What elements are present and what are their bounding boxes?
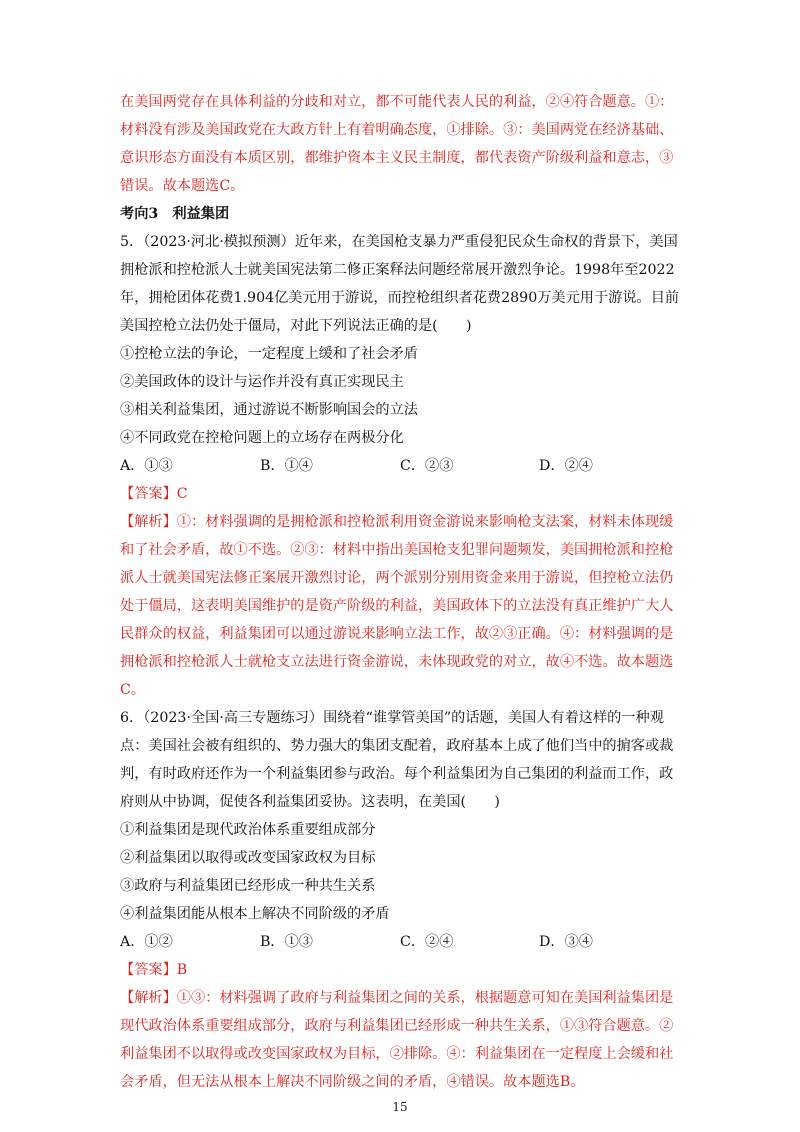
q6-analysis-line: 会矛盾，但无法从根本上解决不同阶级之间的矛盾，④错误。故本题选B。 xyxy=(120,1074,585,1090)
q5-option-b: B．①④ xyxy=(260,458,313,474)
q6-stem-line: 点：美国社会被有组织的、势力强大的集团支配着，政府基本上成了他们当中的掮客或裁 xyxy=(120,738,674,754)
q5-analysis-line: 派人士就美国宪法修正案展开激烈讨论，两个派别分别用资金来用于游说，但控枪立法仍 xyxy=(120,570,674,586)
q5-stem-line: 年，拥枪团体花费1.904亿美元用于游说，而控枪组织者花费2890万美元用于游说。目前 xyxy=(120,290,680,306)
q6-option-d: D．③④ xyxy=(539,934,593,950)
q5-option-a: A．①③ xyxy=(120,458,173,474)
q5-stem-line: 5．（2023·河北·模拟预测）近年来，在美国枪支暴力严重侵犯民众生命权的背景下，美国 xyxy=(120,234,678,250)
q6-statement: ②利益集团以取得或改变国家政权为目标 xyxy=(120,850,376,866)
q6-stem-line: 6．（2023·全国·高三专题练习）围绕着“谁掌管美国”的话题，美国人有着这样的一种观 xyxy=(120,710,664,726)
q6-statement: ③政府与利益集团已经形成一种共生关系 xyxy=(120,878,376,894)
q5-analysis-line: 拥枪派和控枪派人士就枪支立法进行资金游说，未体现政党的对立，故④不选。故本题选 xyxy=(120,654,674,670)
q5-analysis-line: C。 xyxy=(120,682,146,698)
q5-option-c: C．②③ xyxy=(400,458,454,474)
q5-analysis-line: 民群众的权益，利益集团可以通过游说来影响立法工作，故②③正确。④：材料强调的是 xyxy=(120,626,674,642)
intro-analysis-line: 在美国两党存在具体利益的分歧和对立，都不可能代表人民的利益，②④符合题意。①： xyxy=(120,94,674,110)
q5-stem-line: 美国控枪立法仍处于僵局，对此下列说法正确的是( ) xyxy=(120,318,472,334)
intro-analysis-line: 材料没有涉及美国政党在大政方针上有着明确态度，①排除。③：美国两党在经济基础、 xyxy=(120,122,674,138)
q6-analysis-line: 【解析】①③：材料强调了政府与利益集团之间的关系，根据题意可知在美国利益集团是 xyxy=(120,990,674,1006)
q6-stem-line: 府则从中协调，促使各利益集团妥协。这表明，在美国( ) xyxy=(120,794,500,810)
intro-analysis-line: 错误。故本题选C。 xyxy=(120,178,245,194)
q5-analysis-line: 和了社会矛盾，故①不选。②③：材料中指出美国枪支犯罪问题频发，美国拥枪派和控枪 xyxy=(120,542,674,558)
q5-statement: ④不同政党在控枪问题上的立场存在两极分化 xyxy=(120,430,404,446)
q5-stem-line: 拥枪派和控枪派人士就美国宪法第二修正案释法问题经常展开激烈争论。1998年至2022 xyxy=(120,262,675,278)
q5-statement: ②美国政体的设计与运作并没有真正实现民主 xyxy=(120,374,404,390)
section-heading: 考向3 利益集团 xyxy=(120,206,230,222)
q5-statement: ③相关利益集团，通过游说不断影响国会的立法 xyxy=(120,402,418,418)
q5-analysis-line: 【解析】①：材料强调的是拥枪派和控枪派利用资金游说来影响枪支法案，材料未体现缓 xyxy=(120,514,674,530)
q6-option-a: A．①② xyxy=(120,934,173,950)
q5-statement: ①控枪立法的争论，一定程度上缓和了社会矛盾 xyxy=(120,346,418,362)
intro-analysis-line: 意识形态方面没有本质区别，都维护资本主义民主制度，都代表资产阶级利益和意志，③ xyxy=(120,150,674,166)
q6-statement: ①利益集团是现代政治体系重要组成部分 xyxy=(120,822,376,838)
q6-option-c: C．②④ xyxy=(400,934,454,950)
page-number: 15 xyxy=(392,1100,408,1114)
q5-answer: 【答案】C xyxy=(120,486,188,502)
q6-option-b: B．①③ xyxy=(260,934,313,950)
q6-stem-line: 判，有时政府还作为一个利益集团参与政治。每个利益集团为自己集团的利益而工作，政 xyxy=(120,766,674,782)
q6-statement: ④利益集团能从根本上解决不同阶级的矛盾 xyxy=(120,906,390,922)
q6-answer: 【答案】B xyxy=(120,962,188,978)
q5-analysis-line: 处于僵局，这表明美国维护的是资产阶级的利益，美国政体下的立法没有真正维护广大人 xyxy=(120,598,674,614)
q5-option-d: D．②④ xyxy=(539,458,593,474)
q6-analysis-line: 现代政治体系重要组成部分，政府与利益集团已经形成一种共生关系，①③符合题意。② xyxy=(120,1018,674,1034)
q6-analysis-line: 利益集团不以取得或改变国家政权为目标，②排除。④：利益集团在一定程度上会缓和社 xyxy=(120,1046,674,1062)
